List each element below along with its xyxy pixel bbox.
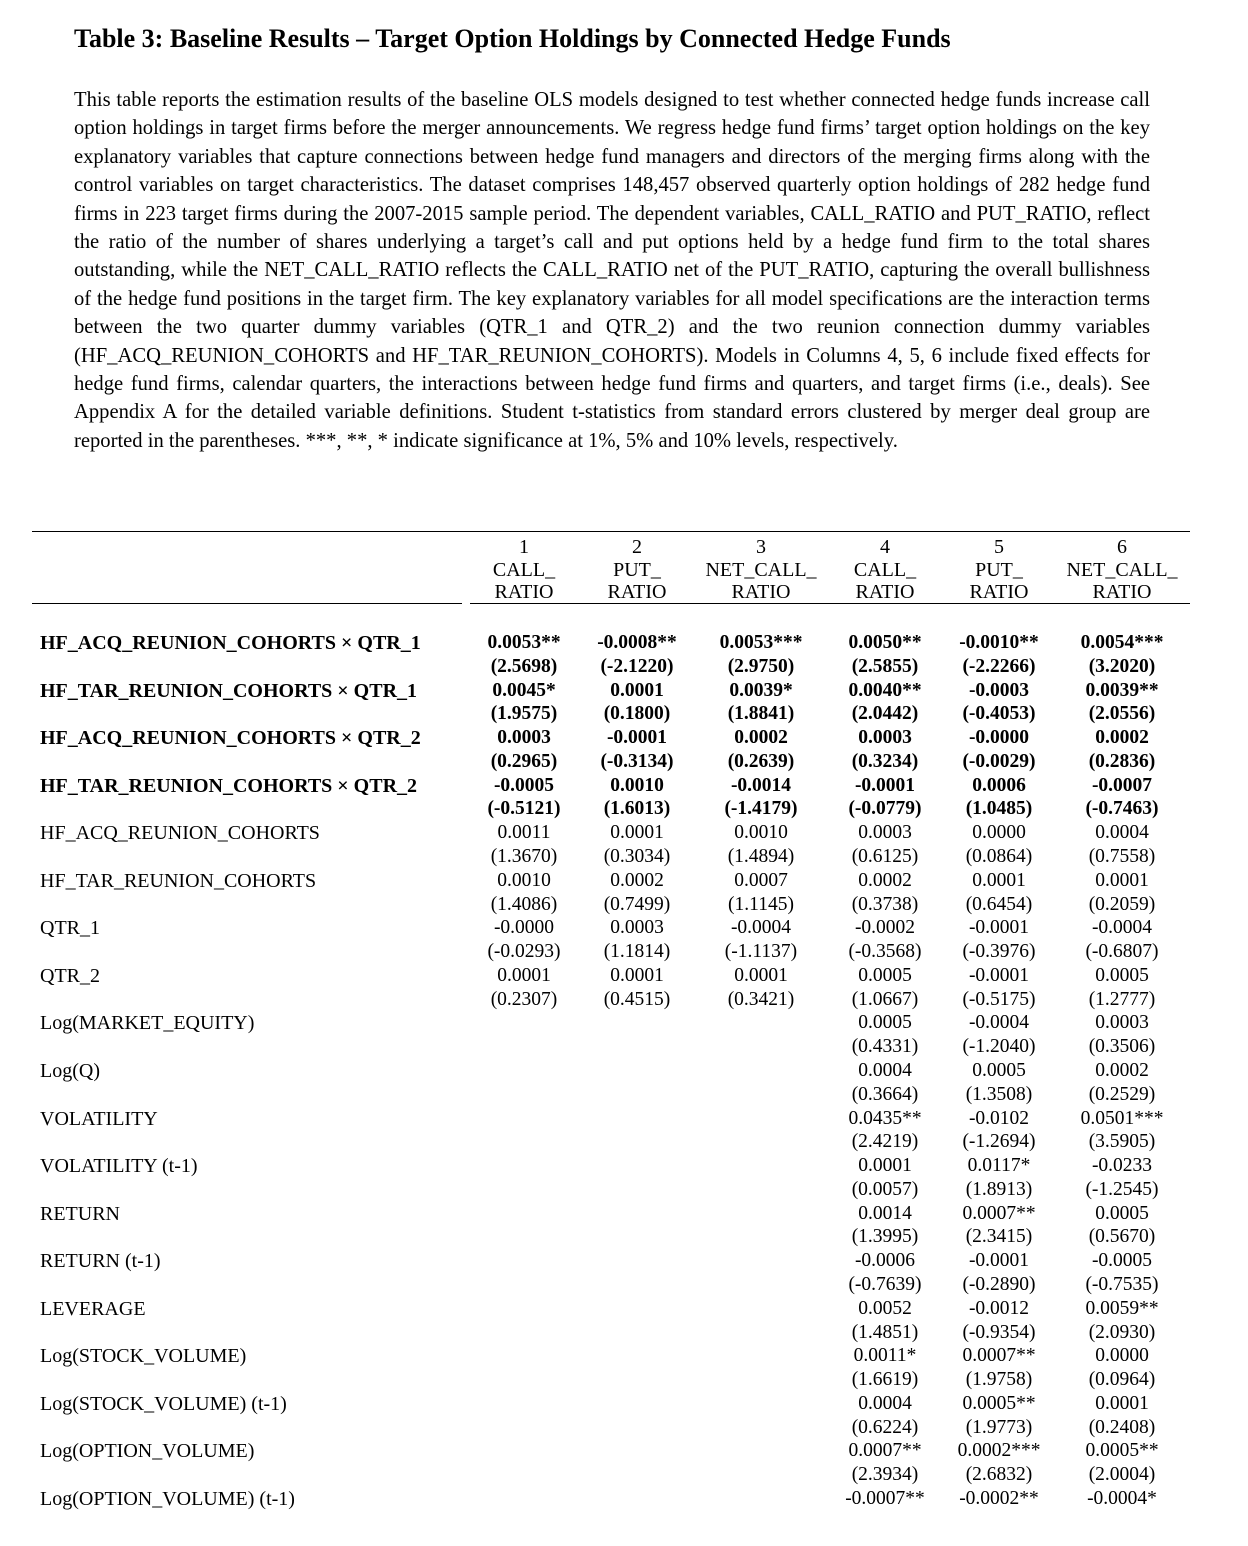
row-label: Log(MARKET_EQUITY) bbox=[40, 1012, 255, 1035]
tstat-cell: (2.0004) bbox=[1088, 1464, 1156, 1486]
tstat-cell: (2.5698) bbox=[490, 655, 558, 677]
tstat-cell: (1.9758) bbox=[965, 1369, 1033, 1391]
row-label: QTR_2 bbox=[40, 964, 100, 987]
tstat-cell: (2.0930) bbox=[1088, 1321, 1156, 1343]
row-label: HF_ACQ_REUNION_COHORTS × QTR_2 bbox=[40, 727, 421, 750]
coefficient-cell: -0.0005 bbox=[1091, 1250, 1153, 1272]
coefficient-cell: -0.0004 bbox=[968, 1012, 1030, 1034]
tstat-cell: (1.3670) bbox=[490, 846, 558, 867]
coefficient-cell: -0.0001 bbox=[854, 774, 916, 796]
tstat-cell: (0.7499) bbox=[603, 893, 671, 915]
coefficient-cell: 0.0001 bbox=[734, 964, 788, 986]
row-label: VOLATILITY (t-1) bbox=[40, 1155, 198, 1178]
coefficient-cell: 0.0003 bbox=[858, 727, 912, 749]
coefficient-cell: 0.0007** bbox=[962, 1345, 1036, 1367]
tstat-cell: (-0.7639) bbox=[848, 1273, 922, 1295]
coefficient-cell: 0.0010 bbox=[497, 869, 551, 891]
column-header-4 bbox=[820, 536, 950, 604]
tstat-cell: (-0.2890) bbox=[962, 1273, 1036, 1295]
row-label: VOLATILITY bbox=[40, 1107, 158, 1130]
tstat-cell: (0.4515) bbox=[603, 988, 671, 1010]
tstat-cell: (1.3508) bbox=[965, 1083, 1033, 1105]
tstat-cell: (2.4219) bbox=[851, 1131, 919, 1153]
column-header-6 bbox=[1057, 536, 1187, 604]
coefficient-cell: -0.0002 bbox=[854, 917, 916, 939]
row-label: Log(STOCK_VOLUME) bbox=[40, 1345, 247, 1368]
tstat-cell: (0.3034) bbox=[603, 846, 671, 867]
coefficient-cell: 0.0117* bbox=[967, 1155, 1031, 1177]
coefficient-cell: -0.0000 bbox=[968, 727, 1030, 749]
tstat-cell: (-0.0293) bbox=[487, 941, 561, 963]
coefficient-cell: -0.0002** bbox=[959, 1487, 1039, 1509]
coefficient-cell: -0.0233 bbox=[1091, 1155, 1153, 1177]
tstat-cell: (2.9750) bbox=[727, 655, 795, 677]
coefficient-cell: 0.0054*** bbox=[1080, 632, 1164, 653]
tstat-cell: (2.0556) bbox=[1088, 703, 1156, 725]
tstat-cell: (-0.0029) bbox=[962, 750, 1036, 772]
coefficient-cell: 0.0002 bbox=[734, 727, 788, 749]
coefficient-cell: -0.0001 bbox=[968, 964, 1030, 986]
coefficient-cell: 0.0053** bbox=[487, 632, 561, 653]
tstat-cell: (1.3995) bbox=[851, 1226, 919, 1248]
column-header-2 bbox=[572, 536, 702, 604]
coefficient-cell: 0.0002 bbox=[610, 869, 664, 891]
tstat-cell: (2.3415) bbox=[965, 1226, 1033, 1248]
row-label: QTR_1 bbox=[40, 917, 100, 940]
tstat-cell: (0.2639) bbox=[727, 750, 795, 772]
coefficient-cell: 0.0001 bbox=[972, 869, 1026, 891]
row-label: HF_TAR_REUNION_COHORTS × QTR_2 bbox=[40, 774, 418, 797]
tstat-cell: (-1.2545) bbox=[1085, 1178, 1159, 1200]
row-label: RETURN (t-1) bbox=[40, 1250, 161, 1273]
tstat-cell: (1.6619) bbox=[851, 1369, 919, 1391]
tstat-cell: (0.3506) bbox=[1088, 1036, 1156, 1058]
coefficient-cell: -0.0004 bbox=[1091, 917, 1153, 939]
column-header-line2: RATIO bbox=[607, 581, 667, 603]
coefficient-cell: -0.0007 bbox=[1091, 774, 1153, 796]
tstat-cell: (0.3664) bbox=[851, 1083, 919, 1105]
coefficient-cell: 0.0005 bbox=[858, 1012, 912, 1034]
coefficient-cell: 0.0003 bbox=[858, 822, 912, 844]
column-header-num: 5 bbox=[994, 536, 1004, 558]
tstat-cell: (-0.4053) bbox=[962, 703, 1036, 725]
tstat-cell: (0.5670) bbox=[1088, 1226, 1156, 1248]
row-label: LEVERAGE bbox=[40, 1297, 146, 1320]
coefficient-cell: 0.0039* bbox=[729, 679, 793, 701]
coefficient-cell: 0.0003 bbox=[1095, 1012, 1149, 1034]
coefficient-cell: 0.0001 bbox=[858, 1155, 912, 1177]
coefficient-cell: 0.0005 bbox=[972, 1059, 1026, 1081]
coefficient-cell: 0.0005 bbox=[1095, 964, 1149, 986]
tstat-cell: (-0.3568) bbox=[848, 941, 922, 963]
tstat-cell: (-0.5175) bbox=[962, 988, 1036, 1010]
column-header-line1: NET_CALL_ bbox=[705, 558, 817, 581]
row-label: HF_TAR_REUNION_COHORTS × QTR_1 bbox=[40, 679, 418, 702]
coefficient-cell: 0.0002 bbox=[1095, 727, 1149, 749]
tstat-cell: (2.6832) bbox=[965, 1464, 1033, 1486]
coefficient-cell: 0.0005** bbox=[1085, 1440, 1159, 1462]
tstat-cell: (0.2408) bbox=[1088, 1416, 1156, 1438]
column-header-line1: PUT_ bbox=[975, 558, 1023, 581]
tstat-cell: (1.8913) bbox=[965, 1178, 1033, 1200]
coefficient-cell: 0.0040** bbox=[848, 679, 922, 701]
coefficient-cell: -0.0012 bbox=[968, 1297, 1030, 1319]
row-label: Log(OPTION_VOLUME) bbox=[40, 1440, 255, 1463]
row-label: Log(STOCK_VOLUME) (t-1) bbox=[40, 1392, 287, 1415]
coefficient-cell: 0.0001 bbox=[1095, 869, 1149, 891]
coefficient-cell: -0.0014 bbox=[730, 774, 792, 796]
tstat-cell: (0.0864) bbox=[965, 846, 1033, 867]
tstat-cell: (-0.3976) bbox=[962, 941, 1036, 963]
tstat-cell: (0.6125) bbox=[851, 846, 919, 867]
column-header-num: 1 bbox=[519, 536, 529, 558]
tstat-cell: (1.2777) bbox=[1088, 988, 1156, 1010]
tstat-cell: (0.2059) bbox=[1088, 893, 1156, 915]
coefficient-cell: 0.0005 bbox=[1095, 1202, 1149, 1224]
tstat-cell: (3.5905) bbox=[1088, 1131, 1156, 1153]
tstat-cell: (1.9575) bbox=[490, 703, 558, 725]
tstat-cell: (-0.9354) bbox=[962, 1321, 1036, 1343]
row-label: HF_TAR_REUNION_COHORTS bbox=[40, 869, 317, 892]
tstat-cell: (-2.2266) bbox=[962, 655, 1036, 677]
coefficient-cell: 0.0053*** bbox=[719, 632, 803, 653]
column-header-line1: NET_CALL_ bbox=[1066, 558, 1178, 581]
tstat-cell: (-0.5121) bbox=[487, 798, 561, 820]
column-header-line1: CALL_ bbox=[853, 558, 917, 581]
column-header-num: 4 bbox=[880, 536, 890, 558]
coefficient-cell: 0.0045* bbox=[492, 679, 556, 701]
coefficient-cell: 0.0435** bbox=[848, 1107, 922, 1129]
tstat-cell: (2.0442) bbox=[851, 703, 919, 725]
coefficient-cell: 0.0004 bbox=[1095, 822, 1149, 844]
tstat-cell: (1.1145) bbox=[728, 893, 794, 915]
coefficient-cell: 0.0039** bbox=[1085, 679, 1159, 701]
row-label: HF_ACQ_REUNION_COHORTS bbox=[40, 822, 320, 845]
tstat-cell: (0.2965) bbox=[490, 750, 558, 772]
column-header-line2: RATIO bbox=[969, 581, 1029, 603]
coefficient-cell: -0.0003 bbox=[968, 679, 1030, 701]
column-header-line2: RATIO bbox=[855, 581, 915, 603]
table-title: Table 3: Baseline Results – Target Option Holdings by Connected Hedge Funds bbox=[74, 24, 951, 53]
tstat-cell: (-2.1220) bbox=[600, 655, 674, 677]
coefficient-cell: 0.0052 bbox=[858, 1297, 912, 1319]
coefficient-cell: -0.0007** bbox=[845, 1487, 925, 1509]
tstat-cell: (1.6013) bbox=[603, 798, 671, 820]
tstat-cell: (1.1814) bbox=[603, 941, 671, 963]
coefficient-cell: 0.0010 bbox=[734, 822, 788, 844]
column-header-line1: PUT_ bbox=[613, 558, 661, 581]
coefficient-cell: -0.0004 bbox=[730, 917, 792, 939]
tstat-cell: (-0.0779) bbox=[848, 798, 922, 820]
tstat-cell: (3.2020) bbox=[1088, 655, 1156, 677]
header-rule-left bbox=[32, 603, 462, 604]
tstat-cell: (-1.2694) bbox=[962, 1131, 1036, 1153]
tstat-cell: (-0.7463) bbox=[1085, 798, 1159, 820]
tstat-cell: (-0.7535) bbox=[1085, 1273, 1159, 1295]
coefficient-cell: 0.0003 bbox=[610, 917, 664, 939]
tstat-cell: (0.0964) bbox=[1088, 1369, 1156, 1391]
coefficient-cell: 0.0004 bbox=[858, 1059, 912, 1081]
coefficient-cell: 0.0007** bbox=[962, 1202, 1036, 1224]
coefficient-cell: -0.0008** bbox=[597, 632, 677, 653]
tstat-cell: (0.0057) bbox=[851, 1178, 919, 1200]
tstat-cell: (1.4851) bbox=[851, 1321, 919, 1343]
column-header-1 bbox=[459, 536, 589, 604]
coefficient-cell: 0.0002 bbox=[858, 869, 912, 891]
tstat-cell: (1.0667) bbox=[851, 988, 919, 1010]
tstat-cell: (2.3934) bbox=[851, 1464, 919, 1486]
tstat-cell: (-1.2040) bbox=[962, 1036, 1036, 1058]
coefficient-cell: 0.0000 bbox=[1095, 1345, 1149, 1367]
tstat-cell: (2.5855) bbox=[851, 655, 919, 677]
coefficient-cell: 0.0005 bbox=[858, 964, 912, 986]
coefficient-cell: -0.0001 bbox=[606, 727, 668, 749]
coefficient-cell: 0.0001 bbox=[610, 822, 664, 844]
coefficient-cell: -0.0010** bbox=[959, 632, 1039, 653]
coefficient-cell: 0.0059** bbox=[1085, 1297, 1159, 1319]
tstat-cell: (0.3421) bbox=[727, 988, 795, 1010]
coefficient-cell: 0.0010 bbox=[610, 774, 664, 796]
column-header-3 bbox=[696, 536, 826, 604]
coefficient-cell: 0.0001 bbox=[610, 679, 664, 701]
tstat-cell: (1.8841) bbox=[727, 703, 795, 725]
coefficient-cell: -0.0001 bbox=[968, 1250, 1030, 1272]
coefficient-cell: -0.0001 bbox=[968, 917, 1030, 939]
tstat-cell: (0.3738) bbox=[851, 893, 919, 915]
tstat-cell: (0.3234) bbox=[851, 750, 919, 772]
coefficient-cell: 0.0011* bbox=[853, 1345, 917, 1367]
tstat-cell: (1.9773) bbox=[965, 1416, 1033, 1438]
coefficient-cell: 0.0004 bbox=[858, 1392, 912, 1414]
tstat-cell: (-0.6807) bbox=[1085, 941, 1159, 963]
column-header-num: 6 bbox=[1117, 536, 1127, 558]
coefficient-cell: 0.0501*** bbox=[1080, 1107, 1164, 1129]
coefficient-cell: 0.0001 bbox=[610, 964, 664, 986]
column-header-num: 3 bbox=[756, 536, 766, 558]
coefficient-cell: 0.0007** bbox=[848, 1440, 922, 1462]
column-header-line2: RATIO bbox=[731, 581, 791, 603]
tstat-cell: (1.4086) bbox=[490, 893, 558, 915]
row-label: Log(OPTION_VOLUME) (t-1) bbox=[40, 1487, 295, 1510]
column-header-num: 2 bbox=[632, 536, 642, 558]
coefficient-cell: 0.0003 bbox=[497, 727, 551, 749]
tstat-cell: (0.2307) bbox=[490, 988, 558, 1010]
tstat-cell: (-0.3134) bbox=[600, 750, 674, 772]
coefficient-cell: 0.0007 bbox=[734, 869, 788, 891]
coefficient-cell: -0.0006 bbox=[854, 1250, 916, 1272]
row-label: HF_ACQ_REUNION_COHORTS × QTR_1 bbox=[40, 632, 421, 654]
column-header-line2: RATIO bbox=[494, 581, 554, 603]
coefficient-cell: 0.0005** bbox=[962, 1392, 1036, 1414]
coefficient-cell: 0.0001 bbox=[1095, 1392, 1149, 1414]
column-header-line1: CALL_ bbox=[492, 558, 556, 581]
column-header-5 bbox=[934, 536, 1064, 604]
top-rule bbox=[32, 531, 1190, 532]
tstat-cell: (0.2836) bbox=[1088, 750, 1156, 772]
coefficient-cell: 0.0002 bbox=[1095, 1059, 1149, 1081]
table-caption: This table reports the estimation results of the baseline OLS models designed to test whether connected hedge funds increase call option holdings in target firms before the merger announcements. We regress hedge fund firms’ target option holdings on the key explanatory variables that capture connections between hedge fund managers and directors of the merging firms along with the control variables on target characteristics. The dataset comprises 148,457 observed quarterly option holdings of 282 hedge fund firms in 223 target firms during the 2007-2015 sample period. The dependent variables, CALL_RATIO and PUT_RATIO, reflect the ratio of the number of shares underlying a target’s call and put options held by a hedge fund firm to the total shares outstanding, while the NET_CALL_RATIO reflects the CALL_RATIO net of the PUT_RATIO, capturing the overall bullishness of the hedge fund positions in the target firm. The key explanatory variables for all model specifications are the interaction terms between the two quarter dummy variables (QTR_1 and QTR_2) and the two reunion connection dummy variables (HF_ACQ_REUNION_COHORTS and HF_TAR_REUNION_COHORTS). Models in Columns 4, 5, 6 include fixed effects for hedge fund firms, calendar quarters, the interactions between hedge fund firms and quarters, and target firms (i.e., deals). See Appendix A for the detailed variable definitions. Student t-statistics from standard errors clustered by merger deal group are reported in the parentheses. ***, **, * indicate significance at 1%, 5% and 10% levels, respectively. bbox=[74, 89, 1150, 452]
tstat-cell: (1.4894) bbox=[727, 846, 795, 867]
coefficient-cell: 0.0006 bbox=[972, 774, 1026, 796]
tstat-cell: (0.7558) bbox=[1088, 846, 1156, 867]
coefficient-cell: 0.0050** bbox=[848, 632, 922, 653]
coefficient-cell: -0.0005 bbox=[493, 774, 555, 796]
tstat-cell: (0.6454) bbox=[965, 893, 1033, 915]
coefficient-cell: 0.0000 bbox=[972, 822, 1026, 844]
coefficient-cell: 0.0002*** bbox=[957, 1440, 1041, 1462]
row-label: Log(Q) bbox=[40, 1059, 100, 1082]
coefficient-cell: 0.0011 bbox=[497, 822, 551, 844]
tstat-cell: (-1.4179) bbox=[724, 798, 798, 820]
coefficient-cell: 0.0001 bbox=[497, 964, 551, 986]
tstat-cell: (1.0485) bbox=[965, 798, 1033, 820]
coefficient-cell: -0.0004* bbox=[1087, 1487, 1157, 1509]
tstat-cell: (0.1800) bbox=[603, 703, 671, 725]
coefficient-cell: -0.0000 bbox=[493, 917, 555, 939]
tstat-cell: (0.6224) bbox=[851, 1416, 919, 1438]
tstat-cell: (0.2529) bbox=[1088, 1083, 1156, 1105]
tstat-cell: (-1.1137) bbox=[724, 941, 798, 963]
coefficient-cell: -0.0102 bbox=[968, 1107, 1030, 1129]
row-label: RETURN bbox=[40, 1202, 120, 1225]
tstat-cell: (0.4331) bbox=[851, 1036, 919, 1058]
column-header-line2: RATIO bbox=[1092, 581, 1152, 603]
coefficient-cell: 0.0014 bbox=[858, 1202, 912, 1224]
